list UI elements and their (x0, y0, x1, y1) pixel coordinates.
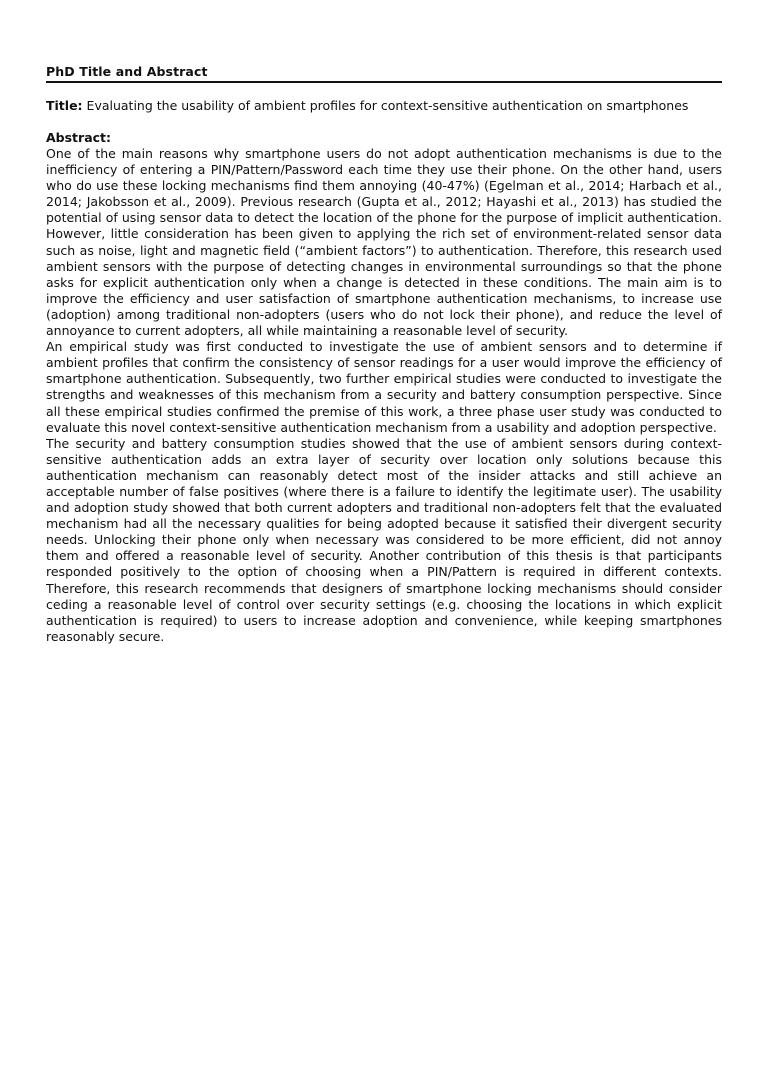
abstract-paragraph-3: The security and battery consumption studies showed that the use of ambient sensors during context-sensitive authentication adds an extra layer of security over location only solutions because this authentication mechanism can reasonably detect most of the insider attacks and still achieve an acceptable number of false positives (where there is a failure to identify the legitimate user). The usability and adoption study showed that both current adopters and traditional non-adopters felt that the evaluated mechanism had all the necessary qualities for being adopted because it satisfied their divergent security needs. Unlocking their phone only when necessary was considered to be more efficient, did not annoy them and offered a reasonable level of security. Another contribution of this thesis is that participants responded positively to the option of choosing when a PIN/Pattern is required in different contexts. Therefore, this research recommends that designers of smartphone locking mechanisms should consider ceding a reasonable level of control over security settings (e.g. choosing the locations in which explicit authentication is required) to users to increase adoption and convenience, while keeping smartphones reasonably secure. (46, 435, 722, 644)
abstract-paragraph-1: One of the main reasons why smartphone users do not adopt authentication mechanisms is due to the inefficiency of entering a PIN/Pattern/Password each time they use their phone. On the other hand, users who do use these locking mechanisms find them annoying (40-47%) (Egelman et al., 2014; Harbach et al., 2014; Jakobsson et al., 2009). Previous research (Gupta et al., 2012; Hayashi et al., 2013) has studied the potential of using sensor data to detect the location of the phone for the purpose of implicit authentication. However, little consideration has been given to applying the rich set of environment-related sensor data such as noise, light and magnetic field (“ambient factors”) to authentication. Therefore, this research used ambient sensors with the purpose of detecting changes in environmental surroundings so that the phone asks for explicit authentication only when a change is detected in these conditions. The main aim is to improve the efficiency and user satisfaction of smartphone authentication mechanisms, to increase use (adoption) among traditional non-adopters (users who do not lock their phone), and reduce the level of annoyance to current adopters, all while maintaining a reasonable level of security. (46, 146, 722, 339)
title-label: Title: (46, 98, 83, 113)
abstract-paragraph-2: An empirical study was first conducted to investigate the use of ambient sensors and to determine if ambient profiles that confirm the consistency of sensor readings for a user would improve the efficiency of smartphone authentication. Subsequently, two further empirical studies were conducted to investigate the strengths and weaknesses of this mechanism from a security and battery consumption perspective. Since all these empirical studies confirmed the premise of this work, a three phase user study was conducted to evaluate this novel context-sensitive authentication mechanism from a usability and adoption perspective. (46, 339, 722, 435)
section-heading: PhD Title and Abstract (46, 64, 722, 83)
title-text: Evaluating the usability of ambient profiles for context-sensitive authentication on smartphones (86, 98, 689, 113)
abstract-label: Abstract: (46, 130, 112, 145)
title-line (46, 98, 722, 114)
document-page (46, 64, 722, 645)
